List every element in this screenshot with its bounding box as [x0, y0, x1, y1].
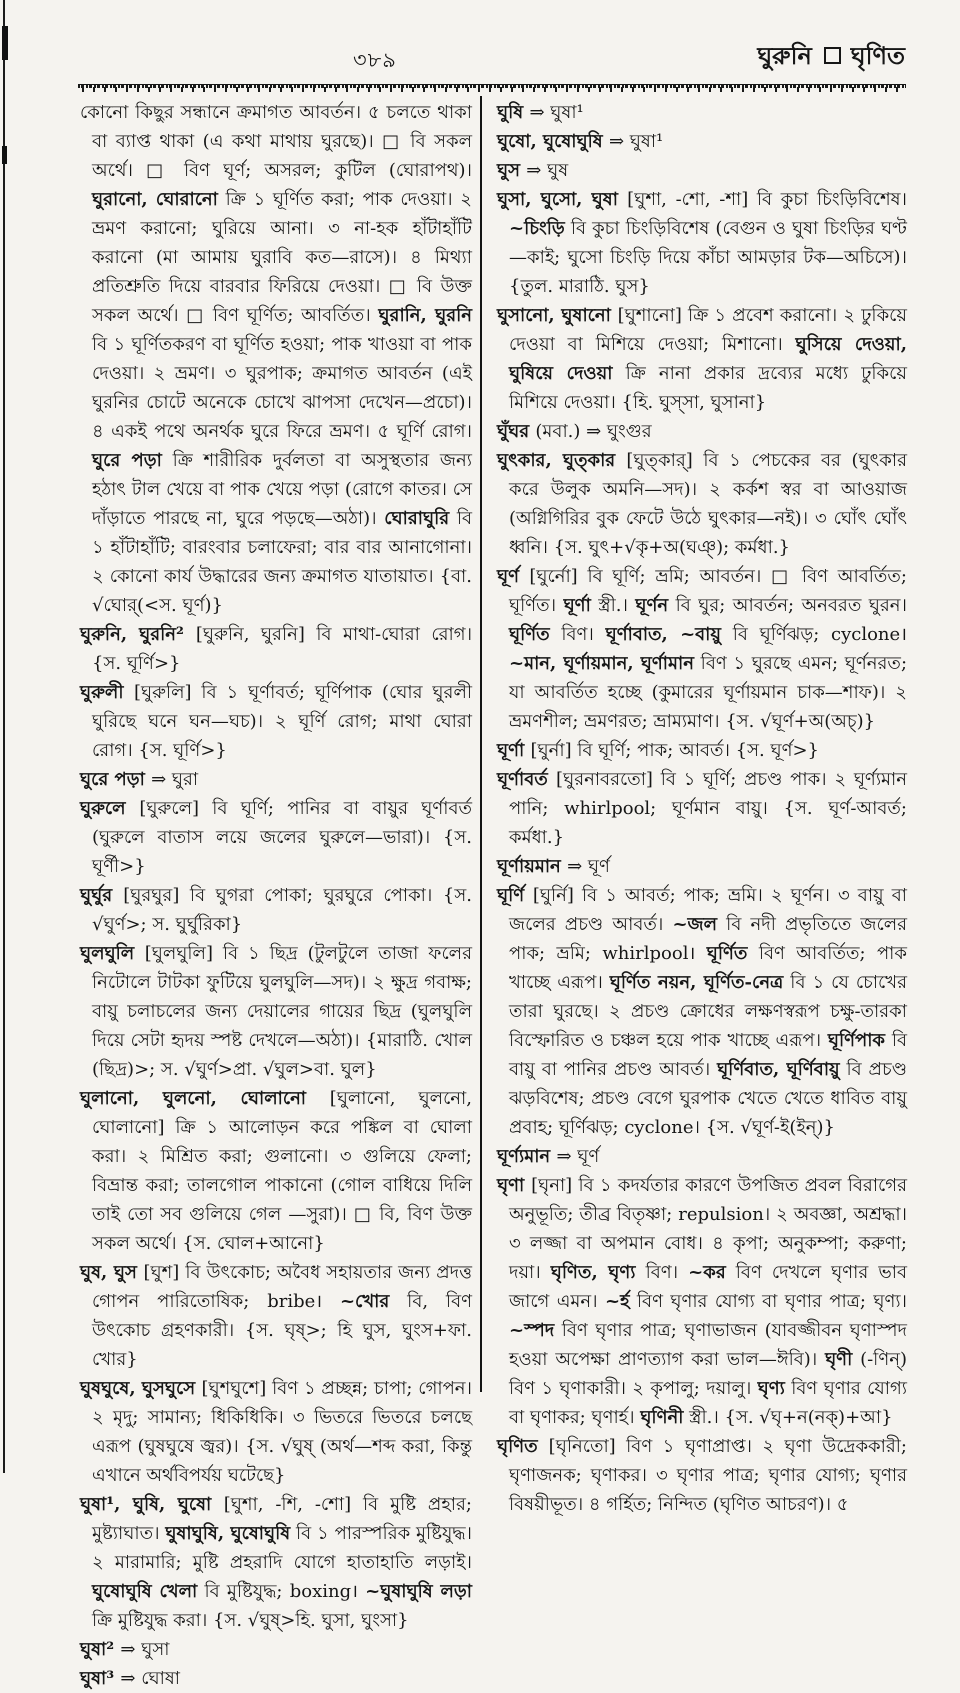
- dictionary-entry: ঘুষা² ⇒ ঘুসা: [80, 1639, 170, 1660]
- dictionary-entry: ঘুরে পড়া ⇒ ঘুরা: [80, 769, 199, 790]
- guide-words: [757, 38, 905, 78]
- headword: ঘূর্ণায়মান: [497, 856, 568, 877]
- dictionary-entry: ঘূর্ণ [ঘুর্নো] বি ঘূর্ণি; ভ্রমি; আবর্তন। □ বিণ আবর্তিত; ঘূর্ণিত। ঘূর্ণা স্ত্রী.। ঘূর্ণন বি ঘুর; আবর্তন; অনবরত ঘুরন। ঘূর্ণিত বিণ। ঘূর্ণাবাত, ~বায়ু বি ঘূর্ণিঝড়; cyclone। ~মান, ঘূর্ণায়মান, ঘূর্ণামান বিণ ১ ঘুরছে এমন; ঘূর্ণনরত; যা আবর্তিত হচ্ছে (কুমারের ঘূর্ণায়মান চাক—শাফ)। ২ ভ্রমণশীল; ভ্রমণরত; ভ্রাম্যমাণ। {স. √ঘূর্ণ+অ(অচ্)}: [497, 566, 908, 732]
- dictionary-entry: ঘুৎকার, ঘুত্কার [ঘুত্কার্] বি ১ পেচকের বর (ঘুৎকার করে উলুক অমনি—সদ)। ২ কর্কশ স্বর বা আওয়াজ (অগ্নিগিরির বুক ফেটে উঠে ঘুৎকার—নই)। ৩ ঘোঁৎ ঘোঁৎ ধ্বনি। {স. ঘুৎ+√কৃ+অ(ঘঞ্); কর্মধা.}: [497, 450, 908, 558]
- column-left: [80, 98, 472, 1693]
- dictionary-entry: ঘুষি ⇒ ঘুষা¹: [497, 102, 584, 123]
- headword: ঘুষা²: [80, 1639, 121, 1660]
- headword: ঘৃণা: [497, 1175, 532, 1196]
- headword: ঘুসা, ঘুসো, ঘুষা: [497, 189, 628, 210]
- headword: ঘুর্ঘুর: [80, 885, 124, 906]
- dictionary-entry: ঘৃণা [ঘৃনা] বি ১ কদর্যতার কারণে উপজিত প্রবল বিরাগের অনুভূতি; তীব্র বিতৃষ্ণা; repulsion। ২ অবজ্ঞা, অশ্রদ্ধা। ৩ লজ্জা বা অপমান বোধ। ৪ কৃপা; অনুকম্পা; করুণা; দয়া। ঘৃণিত, ঘৃণ্য বিণ। ~কর বিণ দেখলে ঘৃণার ভাব জাগে এমন। ~র্হ বিণ ঘৃণার যোগ্য বা ঘৃণার পাত্র; ঘৃণ্য। ~স্পদ বিণ ঘৃণার পাত্র; ঘৃণাভাজন (যাবজ্জীবন ঘৃণাস্পদ হওয়া অপেক্ষা প্রাণত্যাগ করা ভাল—ঈবি)। ঘৃণী (-ণিন্) বিণ ১ ঘৃণাকারী। ২ কৃপালু; দয়ালু। ঘৃণ্য বিণ ঘৃণার যোগ্য বা ঘৃণাকর; ঘৃণার্হ। ঘৃণিনী স্ত্রী.। {স. √ঘৃ+ন(নক্)+আ}: [497, 1175, 907, 1428]
- dictionary-entry: ঘুরুলী [ঘুরুলি] বি ১ ঘূর্ণাবর্ত; ঘূর্ণিপাক (ঘোর ঘুরলী ঘুরিছে ঘনে ঘন—ঘচ)। ২ ঘূর্ণি রোগ; মাথা ঘোরা রোগ। {স. ঘূর্ণি>}: [80, 682, 473, 761]
- dictionary-entry: ঘূর্ণা [ঘুর্না] বি ঘূর্ণি; পাক; আবর্ত। {স. ঘূর্ণ>}: [497, 740, 819, 761]
- headword: ঘুরে পড়া: [80, 769, 152, 790]
- headword: ঘূর্ণ: [497, 566, 530, 587]
- headword: ঘুরুনি, ঘুরনি²: [80, 624, 196, 645]
- headword: ঘুরুলী: [80, 682, 134, 703]
- headword: ঘুসানো, ঘুষানো: [497, 305, 618, 326]
- headword: ঘুষো, ঘুষোঘুষি: [497, 131, 609, 152]
- dictionary-entry: ঘুষা³ ⇒ ঘোষা: [80, 1668, 181, 1689]
- guide-word-left: ঘুরুনি: [757, 41, 812, 70]
- header-decorative-rule: [78, 84, 906, 92]
- headword: ঘুষা³: [80, 1668, 121, 1689]
- dictionary-entry: ঘৃণিত [ঘৃনিতো] বিণ ১ ঘৃণাপ্রাপ্ত। ২ ঘৃণা উদ্রেককারী; ঘৃণাজনক; ঘৃণাকর। ৩ ঘৃণার পাত্র; ঘৃণার যোগ্য; ঘৃণার বিষয়ীভূত। ৪ গর্হিত; নিন্দিত (ঘৃণিত আচরণ)। ৫: [497, 1436, 907, 1515]
- scan-edge-mark: [2, 26, 8, 60]
- guide-separator-square-icon: [824, 47, 841, 64]
- headword: ঘুলঘুলি: [80, 943, 145, 964]
- headword: ঘুরুলে: [80, 798, 140, 819]
- headword: ঘুস: [497, 160, 527, 181]
- dictionary-entry: ঘূর্ণি [ঘুর্নি] বি ১ আবর্ত; পাক; ভ্রমি। ২ ঘূর্ণন। ৩ বায়ু বা জলের প্রচণ্ড আবর্ত। ~জল বি নদী প্রভৃতিতে জলের পাক; ভ্রমি; whirlpool। ঘূর্ণিত বিণ আবর্তিত; পাক খাচ্ছে এরূপ। ঘূর্ণিত নয়ন, ঘূর্ণিত-নেত্র বি ১ যে চোখের তারা ঘুরছে। ২ প্রচণ্ড ক্রোধের লক্ষণস্বরূপ চক্ষু-তারকা বিস্ফোরিত ও চঞ্চল হয়ে পাক খাচ্ছে এরূপ। ঘূর্ণিপাক বি বায়ু বা পানির প্রচণ্ড আবর্ত। ঘূর্ণিবাত, ঘূর্ণিবায়ু বি প্রচণ্ড ঝড়বিশেষ; প্রচণ্ড বেগে ঘুরপাক খেতে খেতে ধাবিত বায়ু প্রবাহ; ঘূর্ণিঝড়; cyclone। {স. √ঘূর্ণ-ই(ইন্)}: [497, 885, 908, 1138]
- dictionary-entry: ঘুঁঘর (মবা.) ⇒ ঘুংগুর: [497, 421, 652, 442]
- headword: ঘূর্ণ্যমান: [497, 1146, 557, 1167]
- headword: ঘুষা¹, ঘুষি, ঘুষো: [80, 1494, 224, 1515]
- headword: ঘুষ, ঘুস: [80, 1262, 144, 1283]
- dictionary-entry: ঘূর্ণায়মান ⇒ ঘূর্ণ: [497, 856, 610, 877]
- dictionary-entry: ঘুরুনি, ঘুরনি² [ঘুরুনি, ঘুরনি] বি মাথা-ঘোরা রোগ। {স. ঘূর্ণি>}: [80, 624, 473, 674]
- headword: ঘুলানো, ঘুলনো, ঘোলানো: [80, 1088, 330, 1109]
- dictionary-entry: ঘুসা, ঘুসো, ঘুষা [ঘুশা, -শো, -শা] বি কুচা চিংড়িবিশেষ। ~চিংড়ি বি কুচা চিংড়িবিশেষ (বেগুন ও ঘুষা চিংড়ির ঘণ্ট—কাই; ঘুসো চিংড়ি দিয়ে কাঁচা আমড়ার টক—অচিসে)। {তুল. মারাঠি. ঘুস}: [497, 189, 907, 297]
- headword: ঘৃণিত: [497, 1436, 549, 1457]
- dictionary-entry: ঘুস ⇒ ঘুষ: [497, 160, 569, 181]
- headword: ঘুঁঘর: [497, 421, 536, 442]
- headword: ঘুৎকার, ঘুত্কার: [497, 450, 627, 471]
- dictionary-entry: ঘুসানো, ঘুষানো [ঘুশানো] ক্রি ১ প্রবেশ করানো। ২ ঢুকিয়ে দেওয়া বা মিশিয়ে দেওয়া; মিশানো। ঘুসিয়ে দেওয়া, ঘুষিয়ে দেওয়া ক্রি নানা প্রকার দ্রব্যের মধ্যে ঢুকিয়ে মিশিয়ে দেওয়া। {হি. ঘুস্সা, ঘুসানা}: [497, 305, 908, 413]
- scan-edge-line: [3, 0, 5, 1473]
- dictionary-entry: ঘুষা¹, ঘুষি, ঘুষো [ঘুশা, -শি, -শো] বি মুষ্টি প্রহার; মুষ্ট্যাঘাত। ঘুষাঘুষি, ঘুষোঘুষি বি ১ পারস্পরিক মুষ্টিযুদ্ধ। ২ মারামারি; মুষ্টি প্রহরাদি যোগে হাতাহাতি লড়াই। ঘুষোঘুষি খেলা বি মুষ্টিযুদ্ধ; boxing। ~ঘুষাঘুষি লড়া ক্রি মুষ্টিযুদ্ধ করা। {স. √ঘুষ্>হি. ঘুসা, ঘুংসা}: [80, 1494, 472, 1631]
- dictionary-entry: ঘুরুলে [ঘুরুলে] বি ঘূর্ণি; পানির বা বায়ুর ঘূর্ণাবর্ত (ঘুরুলে বাতাস লয়ে জলের ঘুরুলে—ভারা)। {স. ঘূর্ণী>}: [80, 798, 473, 877]
- dictionary-entry: ঘূর্ণ্যমান ⇒ ঘূর্ণ: [497, 1146, 600, 1167]
- column-divider: [480, 96, 482, 1392]
- dictionary-entry: ঘুষ, ঘুস [ঘুশ] বি উৎকোচ; অবৈধ সহায়তার জন্য প্রদত্ত গোপন পারিতোষিক; bribe। ~খোর বি, বিণ উৎকোচ গ্রহণকারী। {স. ঘৃষ্>; হি ঘুস, ঘুংস+ফা. খোর}: [80, 1262, 472, 1370]
- column-right: [497, 98, 907, 1519]
- headword: ঘুষঘুষে, ঘুসঘুসে: [80, 1378, 202, 1399]
- dictionary-entry-continuation: কোনো কিছুর সন্ধানে ক্রমাগত আবর্তন। ৫ চলতে থাকা বা ব্যাপ্ত থাকা (এ কথা মাথায় ঘুরছে)। □ বি সকল অর্থে। □ বিণ ঘূর্ণ; অসরল; কুটিল (ঘোরাপথ)। ঘুরানো, ঘোরানো ক্রি ১ ঘূর্ণিত করা; পাক দেওয়া। ২ ভ্রমণ করানো; ঘুরিয়ে আনা। ৩ না-হক হাঁটাহাঁটি করানো (মা আমায় ঘুরাবি কত—রাসে)। ৪ মিথ্যা প্রতিশ্রুতি দিয়ে বারবার ফিরিয়ে দেওয়া। □ বি উক্ত সকল অর্থে। □ বিণ ঘূর্ণিত; আবর্তিত। ঘুরানি, ঘুরনি বি ১ ঘূর্ণিতকরণ বা ঘূর্ণিত হওয়া; পাক খাওয়া বা পাক দেওয়া। ২ ভ্রমণ। ৩ ঘুরপাক; ক্রমাগত আবর্তন (এই ঘুরনির চোটে অনেকে চোখে ঝাপসা দেখেন—প্রচো)। ৪ একই পথে অনর্থক ঘুরে ফিরে ভ্রমণ। ৫ ঘূর্ণি রোগ। ঘুরে পড়া ক্রি শারীরিক দুর্বলতা বা অসুস্থতার জন্য হঠাৎ টাল খেয়ে বা পাক খেয়ে পড়া (রোগে কাতর। সে দাঁড়াতে পারছে না, ঘুরে পড়ছে—অঠা)। ঘোরাঘুরি বি ১ হাঁটাহাঁটি; বারংবার চলাফেরা; বার বার আনাগোনা। ২ কোনো কার্য উদ্ধারের জন্য ক্রমাগত যাতায়াত। {বা. √ঘোর্(<স. ঘূর্ণ)}: [80, 102, 473, 616]
- dictionary-entry: ঘুষঘুষে, ঘুসঘুসে [ঘুশঘুশে] বিণ ১ প্রচ্ছন্ন; চাপা; গোপন। ২ মৃদু; সামান্য; ধিকিধিকি। ৩ ভিতরে ভিতরে চলছে এরূপ (ঘুষঘুষে জ্বর)। {স. √ঘুষ্ (অর্থ—শব্দ করা, কিন্তু এখানে অর্থবিপর্যয় ঘটেছে}: [80, 1378, 472, 1486]
- dictionary-entry: ঘুর্ঘুর [ঘুরঘুর] বি ঘুগরা পোকা; ঘুরঘুরে পোকা। {স. √ঘুর্ণ>; স. ঘুর্ঘুরিকা}: [80, 885, 472, 935]
- dictionary-entry: ঘুলঘুলি [ঘুলঘুলি] বি ১ ছিদ্র (টুলটুলে তাজা ফলের নিটোলে টাটকা ফুটিয়ে ঘুলঘুলি—সদ)। ২ ক্ষুদ্র গবাক্ষ; বায়ু চলাচলের জন্য দেয়ালের গায়ের ছিদ্র (ঘুলঘুলি দিয়ে সেটা হৃদয় স্পষ্ট দেখলে—অঠা)। {মারাঠি. খোল (ছিদ্র)>; স. √ঘুর্ণ>প্রা. √ঘুল>বা. ঘুল}: [80, 943, 472, 1080]
- dictionary-entry: ঘূর্ণাবর্ত [ঘুরনাবরতো] বি ১ ঘূর্ণি; প্রচণ্ড পাক। ২ ঘূর্ণ্যমান পানি; whirlpool; ঘূর্ণমান বায়ু। {স. ঘূর্ণ-আবর্ত; কর্মধা.}: [497, 769, 907, 848]
- page-number: ৩৮৯: [353, 48, 397, 72]
- dictionary-entry: ঘুলানো, ঘুলনো, ঘোলানো [ঘুলানো, ঘুলনো, ঘোলানো] ক্রি ১ আলোড়ন করে পঙ্কিল বা ঘোলা করা। ২ মিশ্রিত করা; গুলানো। ৩ গুলিয়ে ফেলা; বিভ্রান্ত করা; তালগোল পাকানো (গোল বাধিয়ে দিলি তাই তো সব গুলিয়ে গেল —সুরা)। □ বি, বিণ উক্ত সকল অর্থে। {স. ঘোল+আনো}: [80, 1088, 472, 1254]
- headword: ঘূর্ণা: [497, 740, 531, 761]
- headword: ঘূর্ণি: [497, 885, 533, 906]
- scan-edge-mark: [2, 146, 7, 164]
- dictionary-entry: ঘুষো, ঘুষোঘুষি ⇒ ঘুষা¹: [497, 131, 664, 152]
- guide-word-right: ঘৃণিত: [850, 41, 905, 70]
- headword: ঘুষি: [497, 102, 530, 123]
- headword: ঘূর্ণাবর্ত: [497, 769, 557, 790]
